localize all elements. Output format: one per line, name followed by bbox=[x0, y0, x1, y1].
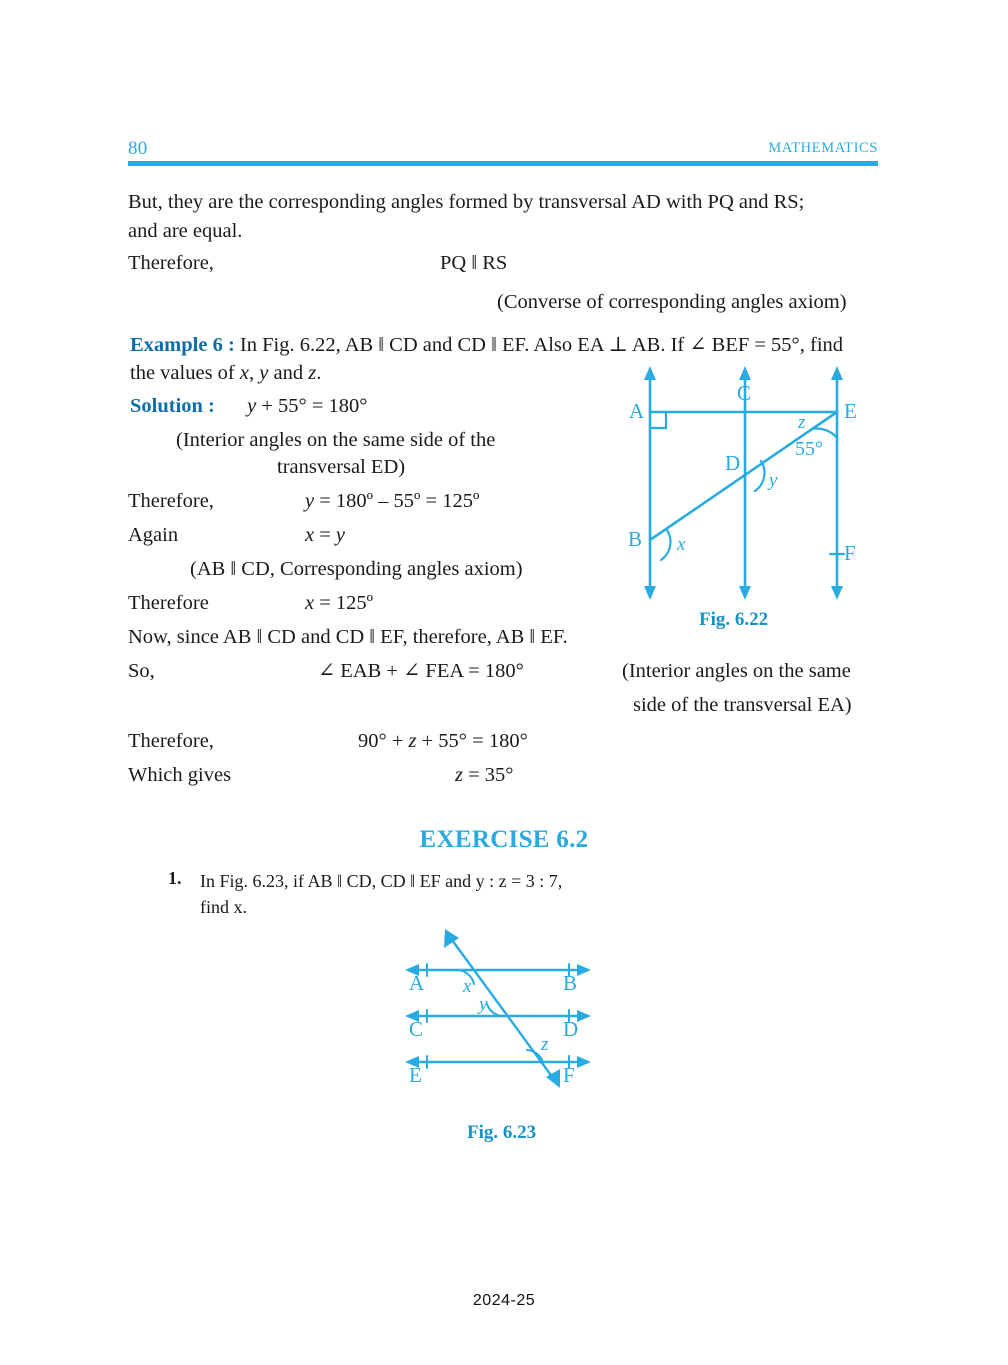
arrowhead-f-bottom bbox=[831, 586, 843, 600]
figure-623-angle-z: z bbox=[541, 1034, 549, 1055]
figure-6-22-caption: Fig. 6.22 bbox=[699, 609, 769, 630]
figure-622-angle-y: y bbox=[769, 470, 778, 491]
again-eq: x = y bbox=[305, 524, 346, 546]
right-angle-marker-a bbox=[650, 412, 666, 428]
exercise-item-line1: In Fig. 6.23, if AB ‖ CD, CD ‖ EF and y : z = 3 : 7, bbox=[200, 871, 563, 891]
figure-622-label-D: D bbox=[725, 451, 741, 475]
figure-623-label-E: E bbox=[409, 1063, 422, 1087]
converse-note: (Converse of corresponding angles axiom) bbox=[497, 291, 847, 313]
figure-623-label-A: A bbox=[409, 971, 425, 995]
figure-622-label-F: F bbox=[844, 541, 856, 565]
angle-arc-x bbox=[661, 530, 670, 560]
figure-623-label-F: F bbox=[563, 1063, 575, 1087]
example-text-line2: the values of x, y and z. bbox=[130, 362, 322, 384]
arrowhead-c-top bbox=[739, 366, 751, 380]
arrowhead-a-top bbox=[644, 366, 656, 380]
therefore-eq-4: 90° + z + 55° = 180° bbox=[358, 730, 528, 752]
arrowhead-d-right bbox=[577, 1010, 591, 1022]
figure-622-label-C: C bbox=[737, 381, 752, 405]
paragraph-line-2: and are equal. bbox=[128, 220, 243, 242]
therefore-value-1: PQ ‖ RS bbox=[440, 252, 508, 274]
so-label: So, bbox=[128, 660, 155, 682]
therefore-label-3: Therefore bbox=[128, 592, 209, 614]
figure-622-angle-55: 55° bbox=[795, 438, 823, 460]
figure-623-angle-x: x bbox=[463, 976, 472, 997]
figure-6-23-svg bbox=[395, 922, 615, 1097]
therefore-eq-3: x = 125º bbox=[305, 592, 374, 614]
running-head-text: MATHEMATICS bbox=[768, 140, 878, 156]
now-since-line: Now, since AB ‖ CD and CD ‖ EF, therefore, AB ‖ EF. bbox=[128, 626, 568, 648]
note-ab-cd: (AB ‖ CD, Corresponding angles axiom) bbox=[190, 558, 523, 580]
figure-623-angle-y: y bbox=[479, 994, 488, 1015]
figure-623-label-B: B bbox=[563, 971, 578, 995]
figure-622-label-A: A bbox=[629, 399, 645, 423]
figure-6-23-caption: Fig. 6.23 bbox=[467, 1122, 537, 1143]
arrowhead-b-right bbox=[577, 964, 591, 976]
note-interior2-line2: side of the transversal EA) bbox=[633, 694, 852, 716]
figure-622-label-B: B bbox=[628, 527, 643, 551]
arrowhead-f-right bbox=[577, 1056, 591, 1068]
running-head bbox=[768, 140, 878, 157]
figure-622-label-E: E bbox=[844, 399, 857, 423]
figure-623-label-C: C bbox=[409, 1017, 424, 1041]
header-rule bbox=[128, 161, 878, 166]
transversal-be bbox=[650, 412, 837, 540]
solution-label-text: Solution : bbox=[130, 395, 215, 417]
page-footer: 2024-25 bbox=[472, 1292, 536, 1309]
therefore-label-1: Therefore, bbox=[128, 252, 214, 274]
therefore-eq-2: y = 180º – 55º = 125º bbox=[305, 490, 480, 512]
arrowhead-d-bottom bbox=[739, 586, 751, 600]
figure-6-22-svg bbox=[620, 360, 890, 605]
solution-label: Solution : y + 55° = 180° bbox=[130, 395, 368, 417]
exercise-item-line2: find x. bbox=[200, 897, 247, 917]
transversal-623 bbox=[452, 940, 553, 1078]
which-gives-label: Which gives bbox=[128, 764, 232, 786]
solution-eq-1: y bbox=[247, 395, 257, 417]
therefore-label-2: Therefore, bbox=[128, 490, 214, 512]
therefore-label-4: Therefore, bbox=[128, 730, 214, 752]
example-label bbox=[130, 331, 843, 360]
note-interior-line1: (Interior angles on the same side of the bbox=[176, 429, 496, 451]
note-interior-line2: transversal ED) bbox=[277, 456, 406, 478]
exercise-item-number: 1. bbox=[168, 868, 182, 888]
arrowhead-e-top bbox=[831, 366, 843, 380]
which-gives-eq: z = 35° bbox=[455, 764, 514, 786]
example-label-text: Example 6 : bbox=[130, 334, 235, 356]
page-number: 80 bbox=[128, 138, 148, 159]
figure-623-label-D: D bbox=[563, 1017, 579, 1041]
figure-6-23 bbox=[395, 922, 615, 1097]
figure-6-22 bbox=[620, 360, 890, 605]
figure-622-angle-z: z bbox=[798, 412, 806, 433]
arrowhead-b-bottom bbox=[644, 586, 656, 600]
so-eq: ∠ EAB + ∠ FEA = 180° bbox=[318, 660, 524, 682]
again-label: Again bbox=[128, 524, 179, 546]
angle-arc-z bbox=[812, 429, 837, 438]
exercise-heading: EXERCISE 6.2 bbox=[419, 826, 589, 853]
note-interior2-line1: (Interior angles on the same bbox=[622, 660, 851, 682]
figure-622-angle-x: x bbox=[677, 534, 686, 555]
example-text-line1: In Fig. 6.22, AB ‖ CD and CD ‖ EF. Also EA ⊥ AB. If ∠ BEF = 55°, find bbox=[239, 334, 844, 356]
paragraph-line-1: But, they are the corresponding angles formed by transversal AD with PQ and RS; bbox=[128, 191, 805, 213]
